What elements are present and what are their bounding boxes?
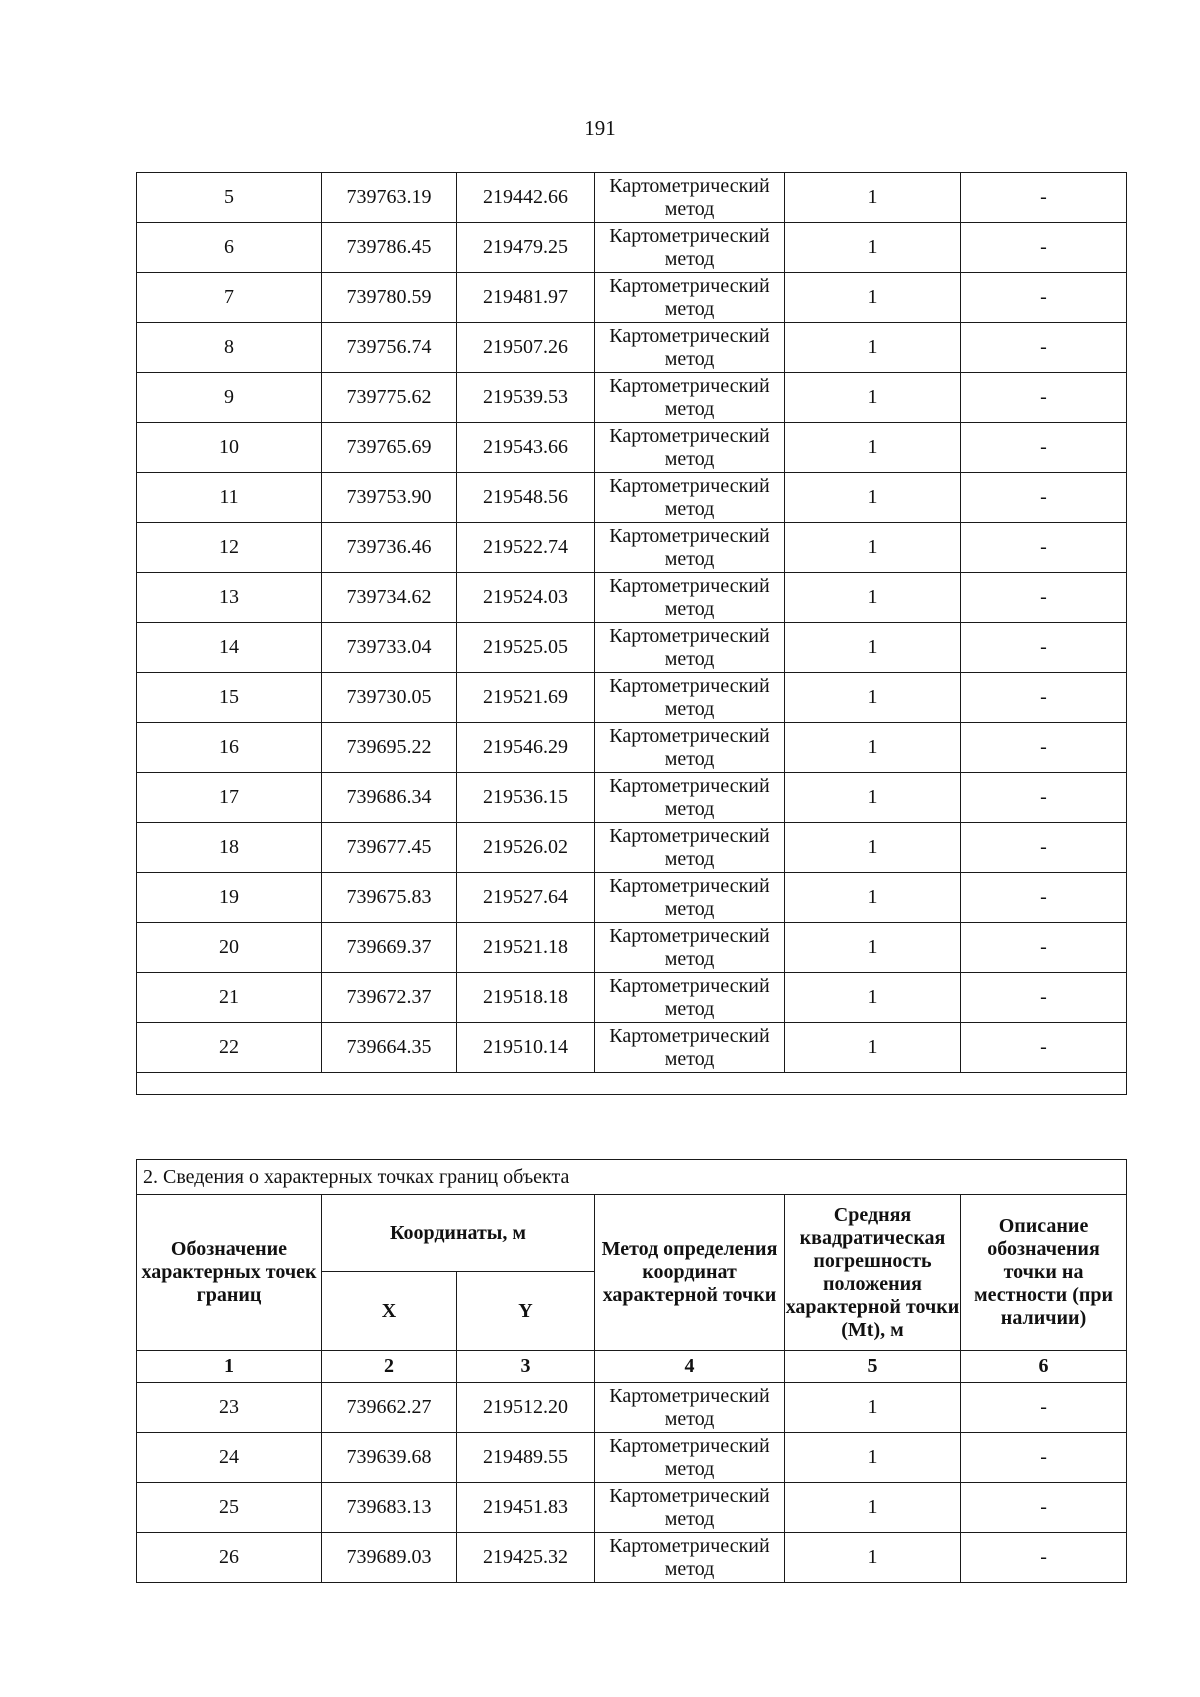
y-coordinate-cell: 219546.29 bbox=[457, 723, 595, 773]
point-number-cell: 14 bbox=[137, 623, 322, 673]
x-coordinate-cell: 739695.22 bbox=[322, 723, 457, 773]
table-row bbox=[137, 923, 1127, 973]
x-coordinate-cell: 739775.62 bbox=[322, 373, 457, 423]
point-number-cell: 21 bbox=[137, 973, 322, 1023]
method-cell: Картометрический метод bbox=[595, 1533, 785, 1583]
point-number-cell: 8 bbox=[137, 323, 322, 373]
table-row bbox=[137, 1533, 1127, 1583]
error-mt-cell: 1 bbox=[785, 673, 961, 723]
method-cell: Картометрический метод bbox=[595, 1433, 785, 1483]
header-error: Средняя квадратическая погрешность положения характерной точки (Mt), м bbox=[785, 1195, 961, 1351]
error-mt-cell: 1 bbox=[785, 573, 961, 623]
x-coordinate-cell: 739734.62 bbox=[322, 573, 457, 623]
error-mt-cell: 1 bbox=[785, 1483, 961, 1533]
method-cell: Картометрический метод bbox=[595, 473, 785, 523]
description-cell: - bbox=[961, 673, 1127, 723]
x-coordinate-cell: 739689.03 bbox=[322, 1533, 457, 1583]
error-mt-cell: 1 bbox=[785, 823, 961, 873]
y-coordinate-cell: 219522.74 bbox=[457, 523, 595, 573]
error-mt-cell: 1 bbox=[785, 373, 961, 423]
description-cell: - bbox=[961, 173, 1127, 223]
point-number-cell: 16 bbox=[137, 723, 322, 773]
column-number: 2 bbox=[322, 1351, 457, 1383]
method-cell: Картометрический метод bbox=[595, 823, 785, 873]
column-number: 4 bbox=[595, 1351, 785, 1383]
y-coordinate-cell: 219442.66 bbox=[457, 173, 595, 223]
column-number: 1 bbox=[137, 1351, 322, 1383]
point-number-cell: 25 bbox=[137, 1483, 322, 1533]
point-number-cell: 23 bbox=[137, 1383, 322, 1433]
table-row bbox=[137, 323, 1127, 373]
x-coordinate-cell: 739780.59 bbox=[322, 273, 457, 323]
table-row bbox=[137, 1483, 1127, 1533]
column-number: 3 bbox=[457, 1351, 595, 1383]
x-coordinate-cell: 739753.90 bbox=[322, 473, 457, 523]
y-coordinate-cell: 219481.97 bbox=[457, 273, 595, 323]
method-cell: Картометрический метод bbox=[595, 923, 785, 973]
method-cell: Картометрический метод bbox=[595, 1483, 785, 1533]
y-coordinate-cell: 219524.03 bbox=[457, 573, 595, 623]
method-cell: Картометрический метод bbox=[595, 1023, 785, 1073]
error-mt-cell: 1 bbox=[785, 273, 961, 323]
x-coordinate-cell: 739765.69 bbox=[322, 423, 457, 473]
method-cell: Картометрический метод bbox=[595, 273, 785, 323]
description-cell: - bbox=[961, 523, 1127, 573]
description-cell: - bbox=[961, 1533, 1127, 1583]
table-row bbox=[137, 473, 1127, 523]
error-mt-cell: 1 bbox=[785, 723, 961, 773]
point-number-cell: 20 bbox=[137, 923, 322, 973]
error-mt-cell: 1 bbox=[785, 923, 961, 973]
page-number: 191 bbox=[584, 116, 616, 140]
point-number-cell: 10 bbox=[137, 423, 322, 473]
x-coordinate-cell: 739786.45 bbox=[322, 223, 457, 273]
header-coordinates: Координаты, м bbox=[322, 1195, 595, 1272]
method-cell: Картометрический метод bbox=[595, 323, 785, 373]
error-mt-cell: 1 bbox=[785, 1533, 961, 1583]
y-coordinate-cell: 219479.25 bbox=[457, 223, 595, 273]
coordinates-table-continued bbox=[136, 172, 1127, 1095]
error-mt-cell: 1 bbox=[785, 223, 961, 273]
table-row bbox=[137, 173, 1127, 223]
description-cell: - bbox=[961, 823, 1127, 873]
method-cell: Картометрический метод bbox=[595, 373, 785, 423]
table-row bbox=[137, 1383, 1127, 1433]
error-mt-cell: 1 bbox=[785, 323, 961, 373]
column-number: 6 bbox=[961, 1351, 1127, 1383]
point-number-cell: 24 bbox=[137, 1433, 322, 1483]
description-cell: - bbox=[961, 323, 1127, 373]
x-coordinate-cell: 739664.35 bbox=[322, 1023, 457, 1073]
header-x: X bbox=[322, 1272, 457, 1351]
point-number-cell: 18 bbox=[137, 823, 322, 873]
column-number-row bbox=[137, 1351, 1127, 1383]
error-mt-cell: 1 bbox=[785, 1023, 961, 1073]
description-cell: - bbox=[961, 923, 1127, 973]
error-mt-cell: 1 bbox=[785, 623, 961, 673]
y-coordinate-cell: 219507.26 bbox=[457, 323, 595, 373]
point-number-cell: 22 bbox=[137, 1023, 322, 1073]
header-description: Описание обозначения точки на местности (при наличии) bbox=[961, 1195, 1127, 1351]
table-row bbox=[137, 523, 1127, 573]
header-method: Метод определения координат характерной точки bbox=[595, 1195, 785, 1351]
table-row bbox=[137, 223, 1127, 273]
table-row bbox=[137, 623, 1127, 673]
description-cell: - bbox=[961, 873, 1127, 923]
x-coordinate-cell: 739763.19 bbox=[322, 173, 457, 223]
description-cell: - bbox=[961, 723, 1127, 773]
y-coordinate-cell: 219489.55 bbox=[457, 1433, 595, 1483]
method-cell: Картометрический метод bbox=[595, 423, 785, 473]
point-number-cell: 15 bbox=[137, 673, 322, 723]
point-number-cell: 11 bbox=[137, 473, 322, 523]
description-cell: - bbox=[961, 1433, 1127, 1483]
method-cell: Картометрический метод bbox=[595, 1383, 785, 1433]
y-coordinate-cell: 219539.53 bbox=[457, 373, 595, 423]
header-y: Y bbox=[457, 1272, 595, 1351]
point-number-cell: 26 bbox=[137, 1533, 322, 1583]
point-number-cell: 7 bbox=[137, 273, 322, 323]
x-coordinate-cell: 739639.68 bbox=[322, 1433, 457, 1483]
description-cell: - bbox=[961, 623, 1127, 673]
description-cell: - bbox=[961, 473, 1127, 523]
description-cell: - bbox=[961, 273, 1127, 323]
point-number-cell: 6 bbox=[137, 223, 322, 273]
description-cell: - bbox=[961, 423, 1127, 473]
error-mt-cell: 1 bbox=[785, 423, 961, 473]
table-row bbox=[137, 423, 1127, 473]
x-coordinate-cell: 739677.45 bbox=[322, 823, 457, 873]
error-mt-cell: 1 bbox=[785, 773, 961, 823]
boundary-points-table bbox=[136, 1159, 1127, 1583]
table-caption: 2. Сведения о характерных точках границ объекта bbox=[137, 1160, 1127, 1195]
error-mt-cell: 1 bbox=[785, 873, 961, 923]
y-coordinate-cell: 219425.32 bbox=[457, 1533, 595, 1583]
y-coordinate-cell: 219521.18 bbox=[457, 923, 595, 973]
point-number-cell: 13 bbox=[137, 573, 322, 623]
table-row bbox=[137, 773, 1127, 823]
header-point-designation: Обозначение характерных точек границ bbox=[137, 1195, 322, 1351]
column-number: 5 bbox=[785, 1351, 961, 1383]
error-mt-cell: 1 bbox=[785, 1383, 961, 1433]
error-mt-cell: 1 bbox=[785, 973, 961, 1023]
y-coordinate-cell: 219526.02 bbox=[457, 823, 595, 873]
y-coordinate-cell: 219548.56 bbox=[457, 473, 595, 523]
y-coordinate-cell: 219512.20 bbox=[457, 1383, 595, 1433]
table-row bbox=[137, 273, 1127, 323]
point-number-cell: 9 bbox=[137, 373, 322, 423]
table-row bbox=[137, 1433, 1127, 1483]
error-mt-cell: 1 bbox=[785, 173, 961, 223]
method-cell: Картометрический метод bbox=[595, 623, 785, 673]
point-number-cell: 12 bbox=[137, 523, 322, 573]
error-mt-cell: 1 bbox=[785, 523, 961, 573]
point-number-cell: 5 bbox=[137, 173, 322, 223]
description-cell: - bbox=[961, 573, 1127, 623]
y-coordinate-cell: 219521.69 bbox=[457, 673, 595, 723]
y-coordinate-cell: 219525.05 bbox=[457, 623, 595, 673]
y-coordinate-cell: 219451.83 bbox=[457, 1483, 595, 1533]
method-cell: Картометрический метод bbox=[595, 523, 785, 573]
table-row bbox=[137, 573, 1127, 623]
x-coordinate-cell: 739736.46 bbox=[322, 523, 457, 573]
x-coordinate-cell: 739683.13 bbox=[322, 1483, 457, 1533]
method-cell: Картометрический метод bbox=[595, 173, 785, 223]
method-cell: Картометрический метод bbox=[595, 673, 785, 723]
table-row bbox=[137, 1023, 1127, 1073]
table-row bbox=[137, 723, 1127, 773]
empty-row bbox=[137, 1073, 1127, 1095]
error-mt-cell: 1 bbox=[785, 1433, 961, 1483]
table-row bbox=[137, 973, 1127, 1023]
description-cell: - bbox=[961, 1383, 1127, 1433]
table-row bbox=[137, 823, 1127, 873]
method-cell: Картометрический метод bbox=[595, 573, 785, 623]
description-cell: - bbox=[961, 1483, 1127, 1533]
description-cell: - bbox=[961, 973, 1127, 1023]
error-mt-cell: 1 bbox=[785, 473, 961, 523]
table-row bbox=[137, 873, 1127, 923]
empty-cell bbox=[137, 1073, 1127, 1095]
x-coordinate-cell: 739675.83 bbox=[322, 873, 457, 923]
table-row bbox=[137, 373, 1127, 423]
x-coordinate-cell: 739669.37 bbox=[322, 923, 457, 973]
x-coordinate-cell: 739686.34 bbox=[322, 773, 457, 823]
description-cell: - bbox=[961, 223, 1127, 273]
description-cell: - bbox=[961, 373, 1127, 423]
x-coordinate-cell: 739672.37 bbox=[322, 973, 457, 1023]
y-coordinate-cell: 219527.64 bbox=[457, 873, 595, 923]
method-cell: Картометрический метод bbox=[595, 873, 785, 923]
point-number-cell: 19 bbox=[137, 873, 322, 923]
x-coordinate-cell: 739730.05 bbox=[322, 673, 457, 723]
method-cell: Картометрический метод bbox=[595, 773, 785, 823]
point-number-cell: 17 bbox=[137, 773, 322, 823]
x-coordinate-cell: 739756.74 bbox=[322, 323, 457, 373]
y-coordinate-cell: 219518.18 bbox=[457, 973, 595, 1023]
method-cell: Картометрический метод bbox=[595, 723, 785, 773]
x-coordinate-cell: 739733.04 bbox=[322, 623, 457, 673]
table-row bbox=[137, 673, 1127, 723]
method-cell: Картометрический метод bbox=[595, 973, 785, 1023]
x-coordinate-cell: 739662.27 bbox=[322, 1383, 457, 1433]
y-coordinate-cell: 219543.66 bbox=[457, 423, 595, 473]
y-coordinate-cell: 219510.14 bbox=[457, 1023, 595, 1073]
y-coordinate-cell: 219536.15 bbox=[457, 773, 595, 823]
method-cell: Картометрический метод bbox=[595, 223, 785, 273]
description-cell: - bbox=[961, 773, 1127, 823]
description-cell: - bbox=[961, 1023, 1127, 1073]
